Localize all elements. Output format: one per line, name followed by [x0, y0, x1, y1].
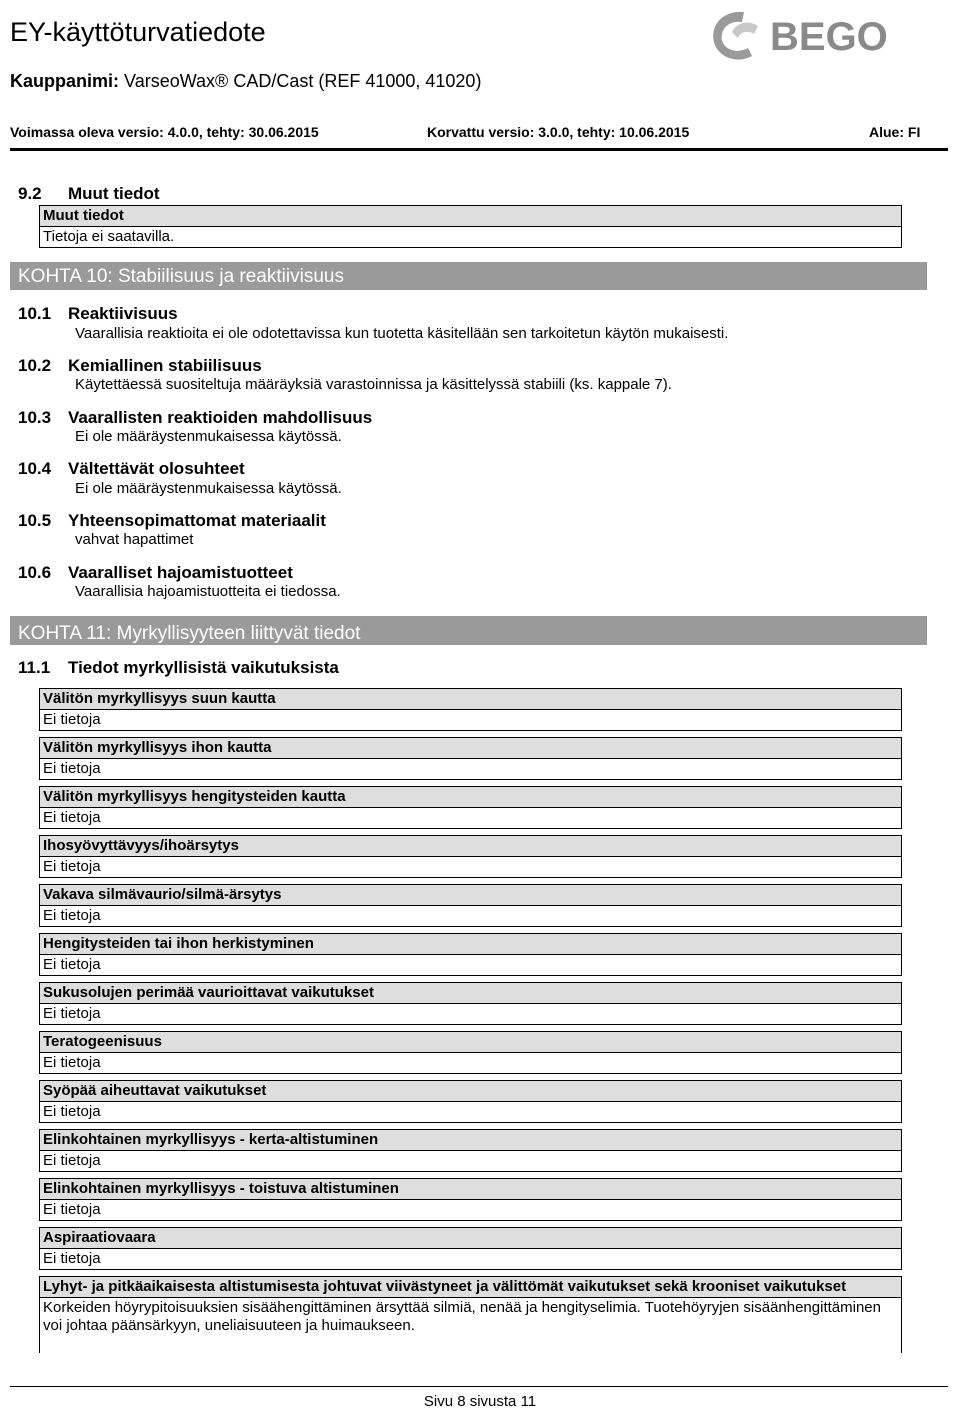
- tox-box-body: Ei tietoja: [43, 809, 101, 826]
- section-text: Ei ole määräystenmukaisessa käytössä.: [75, 480, 342, 497]
- tox-box: [39, 1129, 902, 1172]
- tox-box-body: Ei tietoja: [43, 711, 101, 728]
- late-effects-box: [39, 1276, 902, 1353]
- tox-box-head: Syöpää aiheuttavat vaikutukset: [40, 1081, 901, 1102]
- tox-box-body: Ei tietoja: [43, 907, 101, 924]
- tox-box-body: Ei tietoja: [43, 1054, 101, 1071]
- tox-box-head: Ihosyövyttävyys/ihoärsytys: [40, 836, 901, 857]
- section-number: 10.3: [18, 408, 52, 427]
- tox-box-body: Ei tietoja: [43, 858, 101, 875]
- tox-box: [39, 688, 902, 731]
- tox-box-body: Ei tietoja: [43, 1201, 101, 1218]
- tox-box: [39, 933, 902, 976]
- tox-box: [39, 884, 902, 927]
- section-title: Tiedot myrkyllisistä vaikutuksista: [68, 658, 339, 677]
- tox-box-body: Ei tietoja: [43, 760, 101, 777]
- tox-box-head: Hengitysteiden tai ihon herkistyminen: [40, 934, 901, 955]
- section-banner: KOHTA 11: Myrkyllisyyteen liittyvät tiedot: [10, 616, 927, 645]
- valid-version: Voimassa oleva versio: 4.0.0, tehty: 30.06.2015: [10, 124, 319, 140]
- region: Alue: FI: [869, 124, 921, 140]
- section-title: Vaaralliset hajoamistuotteet: [68, 563, 293, 582]
- page-footer: Sivu 8 sivusta 11: [423, 1393, 537, 1410]
- section-text: Vaarallisia hajoamistuotteita ei tiedossa.: [75, 583, 341, 600]
- tox-box-head: Teratogeenisuus: [40, 1032, 901, 1053]
- header-divider: [10, 148, 948, 151]
- tox-box-head: Elinkohtainen myrkyllisyys - kerta-altistuminen: [40, 1130, 901, 1151]
- tox-box-head: Välitön myrkyllisyys hengitysteiden kautta: [40, 787, 901, 808]
- tox-box: [39, 786, 902, 829]
- trade-value: VarseoWax® CAD/Cast (REF 41000, 41020): [124, 71, 482, 91]
- info-box-head: Muut tiedot: [40, 206, 901, 227]
- section-text: Vaarallisia reaktioita ei ole odotettavissa kun tuotetta käsitellään sen tarkoitetun käytön mukaisesti.: [75, 325, 729, 342]
- section-number: 10.2: [18, 356, 52, 375]
- tox-box-head: Aspiraatiovaara: [40, 1228, 901, 1249]
- tox-box-head: Vakava silmävaurio/silmä-ärsytys: [40, 885, 901, 906]
- tox-box-head: Elinkohtainen myrkyllisyys - toistuva altistuminen: [40, 1179, 901, 1200]
- section-number: 10.1: [18, 304, 52, 323]
- section-banner: KOHTA 10: Stabiilisuus ja reaktiivisuus: [10, 262, 927, 290]
- section-title: Vältettävät olosuhteet: [68, 459, 245, 478]
- section-text: Käytettäessä suositeltuja määräyksiä varastoinnissa ja käsittelyssä stabiili (ks. kappale 7).: [75, 376, 672, 393]
- tox-box: [39, 982, 902, 1025]
- bego-logo-icon: [708, 4, 923, 68]
- tox-box-body: Ei tietoja: [43, 956, 101, 973]
- bego-logo: [708, 4, 923, 68]
- info-box-body: Tietoja ei saatavilla.: [43, 228, 175, 245]
- section-title: Muut tiedot: [68, 184, 160, 203]
- section-number: 10.4: [18, 459, 52, 478]
- tox-box: [39, 1227, 902, 1270]
- section-number: 9.2: [18, 184, 42, 203]
- tox-box: [39, 737, 902, 780]
- section-title: Vaarallisten reaktioiden mahdollisuus: [68, 408, 373, 427]
- tox-box-body: Ei tietoja: [43, 1005, 101, 1022]
- section-text: vahvat hapattimet: [75, 531, 194, 548]
- section-number: 10.5: [18, 511, 52, 530]
- trade-label: Kauppanimi:: [10, 71, 120, 91]
- info-box: [39, 205, 902, 248]
- section-title: Yhteensopimattomat materiaalit: [68, 511, 326, 530]
- tox-box-body: Ei tietoja: [43, 1152, 101, 1169]
- section-text: Ei ole määräystenmukaisessa käytössä.: [75, 428, 342, 445]
- document-title: EY-käyttöturvatiedote: [10, 17, 266, 47]
- tox-box-body: Ei tietoja: [43, 1103, 101, 1120]
- tox-box-body: Ei tietoja: [43, 1250, 101, 1267]
- late-effects-head: Lyhyt- ja pitkäaikaisesta altistumisesta johtuvat viivästyneet ja välittömät vaikutukset sekä krooniset vaikutukset: [40, 1277, 901, 1298]
- footer-divider: [10, 1386, 948, 1387]
- tox-box: [39, 1178, 902, 1221]
- tox-box: [39, 835, 902, 878]
- tox-box-head: Välitön myrkyllisyys ihon kautta: [40, 738, 901, 759]
- section-title: Reaktiivisuus: [68, 304, 178, 323]
- tox-box-head: Välitön myrkyllisyys suun kautta: [40, 689, 901, 710]
- section-number: 10.6: [18, 563, 52, 582]
- section-number: 11.1: [18, 658, 51, 677]
- tox-box: [39, 1031, 902, 1074]
- late-effects-body: Korkeiden höyrypitoisuuksien sisäähengittäminen ärsyttää silmiä, nenää ja hengityselimia. Tuotehöyryjen sisäänhengittäminen voi johtaa päänsärkyyn, uneliaisuuteen ja huimaukseen.: [43, 1299, 881, 1334]
- replaced-version: Korvattu versio: 3.0.0, tehty: 10.06.2015: [427, 124, 690, 140]
- section-title: Kemiallinen stabiilisuus: [68, 356, 262, 375]
- logo-text: BEGO: [770, 15, 888, 59]
- trade-name: [10, 71, 481, 92]
- tox-box: [39, 1080, 902, 1123]
- tox-box-head: Sukusolujen perimää vaurioittavat vaikutukset: [40, 983, 901, 1004]
